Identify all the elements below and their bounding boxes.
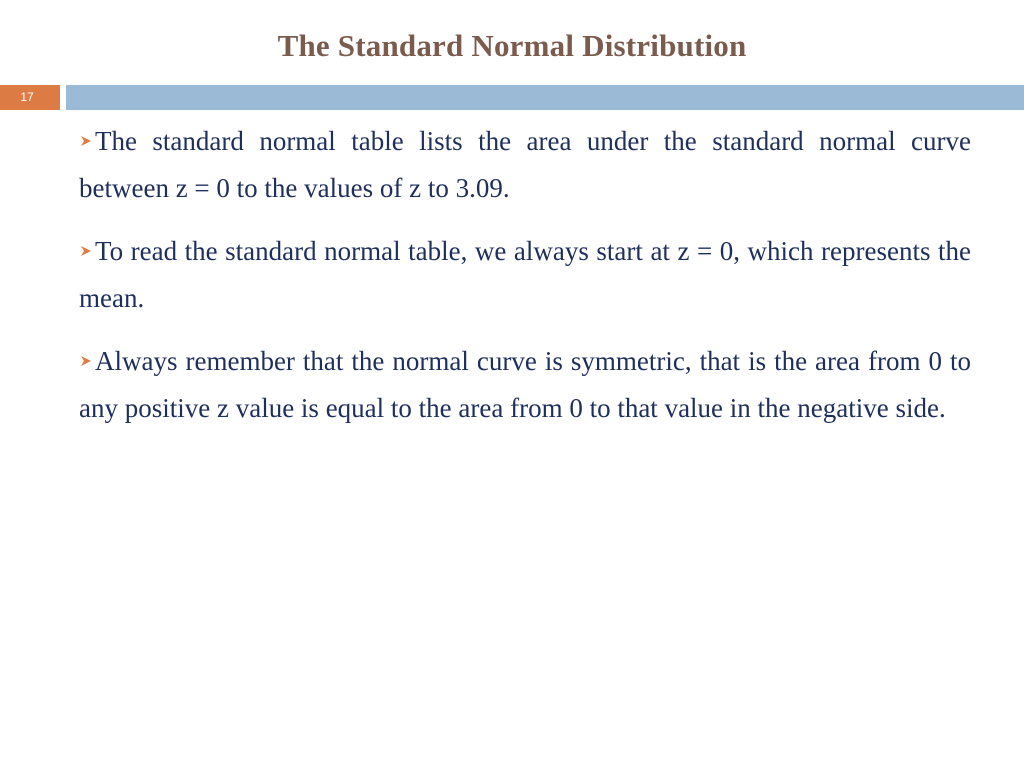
bullet-item [79,118,971,212]
slide-title: The Standard Normal Distribution [277,28,747,63]
bullet-item [79,228,971,322]
bullet-text: Always remember that the normal curve is symmetric, that is the area from 0 to any positive z value is equal to the area from 0 to that value in the negative side. [79,346,971,423]
bullet-item [79,338,971,432]
bullet-text: To read the standard normal table, we always start at z = 0, which represents the mean. [79,236,971,313]
bullet-text: The standard normal table lists the area under the standard normal curve between z = 0 to the values of z to 3.09. [79,126,971,203]
arrow-bullet-icon [79,354,93,368]
arrow-bullet-icon [79,244,93,258]
arrow-bullet-icon [79,134,93,148]
header-bar [66,85,1024,110]
slide-content [79,118,971,448]
slide-number-badge [0,85,60,110]
slide-number: 17 [20,90,34,104]
